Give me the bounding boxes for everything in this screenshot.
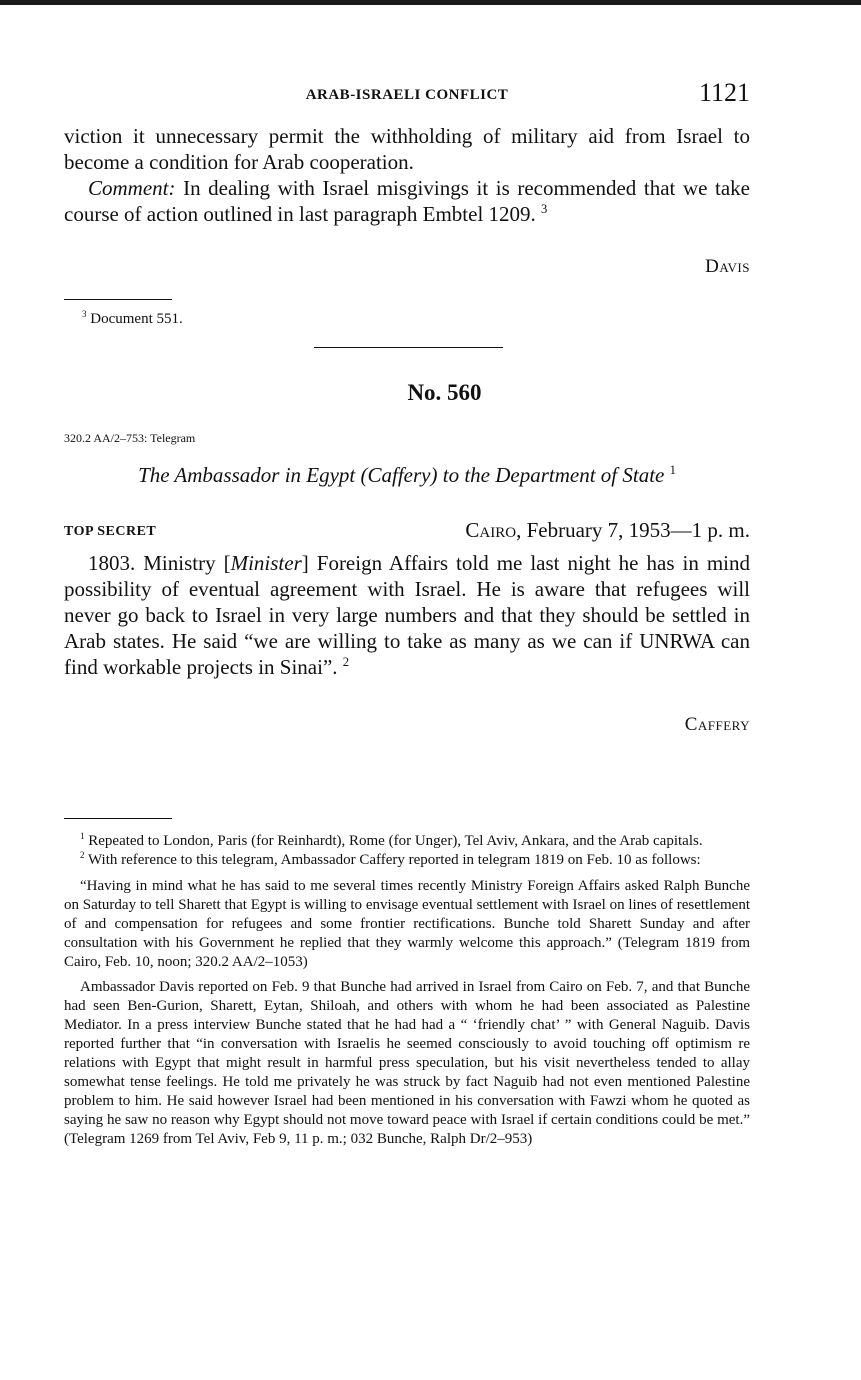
- heading-text: The Ambassador in Egypt (Caffery) to the Department of State: [138, 463, 665, 487]
- continuation-paragraph: viction it unnecessary permit the withholding of military aid from Israel to become a condition for Arab cooperation.: [64, 124, 750, 174]
- footnote-marker-3: 3: [541, 202, 548, 216]
- footnote-marker-2: 2: [342, 655, 350, 669]
- file-reference: 320.2 AA/2–753: Telegram: [64, 431, 196, 445]
- footnote-2: [64, 851, 750, 870]
- telegram-body: [64, 550, 750, 680]
- footnote-rule: [64, 299, 172, 300]
- footnote-1: [64, 832, 750, 851]
- section-divider: [314, 347, 503, 348]
- footnotes: [64, 832, 750, 1149]
- body-italic: Minister: [230, 551, 302, 575]
- footnote-1-text: Repeated to London, Paris (for Reinhardt), Rome (for Unger), Tel Aviv, Ankara, and the Arab capitals.: [84, 833, 703, 849]
- top-border: [0, 0, 861, 5]
- place-date: [465, 518, 750, 543]
- body-text-2: ] Foreign Affairs told me last night he has in mind possibility of eventual agreement with Israel. He is aware that refugees will never go back to Israel in very large numbers and that they should be settled in Arab states. He said “we are willing to take as many as we can if UNRWA can find workable projects in Sinai”.: [64, 551, 750, 679]
- footnotes-rule: [64, 818, 172, 819]
- running-title: ARAB-ISRAELI CONFLICT: [305, 87, 509, 103]
- continuation-text: [64, 123, 750, 227]
- telegram-paragraph: [64, 550, 750, 680]
- page-number: 1121: [698, 78, 750, 107]
- footnote-2-marker: 2: [80, 850, 85, 860]
- footnote-2-text: With reference to this telegram, Ambassador Caffery reported in telegram 1819 on Feb. 10 as follows:: [84, 852, 701, 868]
- classification: TOP SECRET: [64, 524, 157, 539]
- footnote-1-marker: 1: [80, 831, 85, 841]
- footnote-3-marker: 3: [82, 309, 87, 319]
- footnote-3: [82, 310, 750, 329]
- document-heading: [64, 463, 750, 488]
- footnote-marker-1: 1: [669, 463, 676, 477]
- classification-line: [64, 518, 750, 544]
- place: Cairo,: [465, 518, 522, 542]
- comment-text: In dealing with Israel misgivings it is recommended that we take course of action outlined in last paragraph Embtel 1209.: [64, 176, 750, 226]
- footnote-2-quote: “Having in mind what he has said to me several times recently Ministry Foreign Affairs asked Ralph Bunche on Saturday to tell Sharett that Egypt is willing to envisage eventual settlement with Israel on lines of resettlement of and compensation for refugees and some frontier rectifications. Bunche told Sharett Sunday and after consultation with his Government he replied that they warmly welcome this approach.” (Telegram 1819 from Cairo, Feb. 10, noon; 320.2 AA/2–1053): [64, 878, 750, 970]
- footnote-3-text: Document 551.: [86, 311, 183, 327]
- signature-caffery: Caffery: [684, 714, 750, 735]
- page-header: [64, 78, 750, 112]
- comment-label: Comment:: [88, 176, 176, 200]
- comment-paragraph: [64, 175, 750, 227]
- document-number: No. 560: [407, 380, 482, 405]
- previous-footnote: [82, 310, 750, 329]
- signature-davis: Davis: [705, 256, 750, 277]
- footnote-2-davis: Ambassador Davis reported on Feb. 9 that Bunche had arrived in Israel from Cairo on Feb. 7, and that Bunche had seen Ben-Gurion, Sharett, Eytan, Shiloah, and others with whom he had been associated as Palestine Mediator. In a press interview Bunche stated that he had had a “ ‘friendly chat’ ” with General Naguib. Davis reported further that “in conversation with Israelis he seemed consciously to avoid touching off optimism re relations with Egypt that might result in harmful press speculation, but his visit nevertheless tended to allay somewhat tense feelings. He told me privately he was struck by fact Naguib had not even mentioned Palestine problem to him. He said however Israel had been mentioned in his conversation with Fawzi whom he quoted as saying he saw no reason why Egypt should not move toward peace with Israel if certain conditions could be met.” (Telegram 1269 from Tel Aviv, Feb 9, 11 p. m.; 032 Bunche, Ralph Dr/2–953): [64, 979, 750, 1147]
- body-text-1: 1803. Ministry [: [88, 551, 231, 575]
- date-time: February 7, 1953—1 p. m.: [521, 518, 750, 542]
